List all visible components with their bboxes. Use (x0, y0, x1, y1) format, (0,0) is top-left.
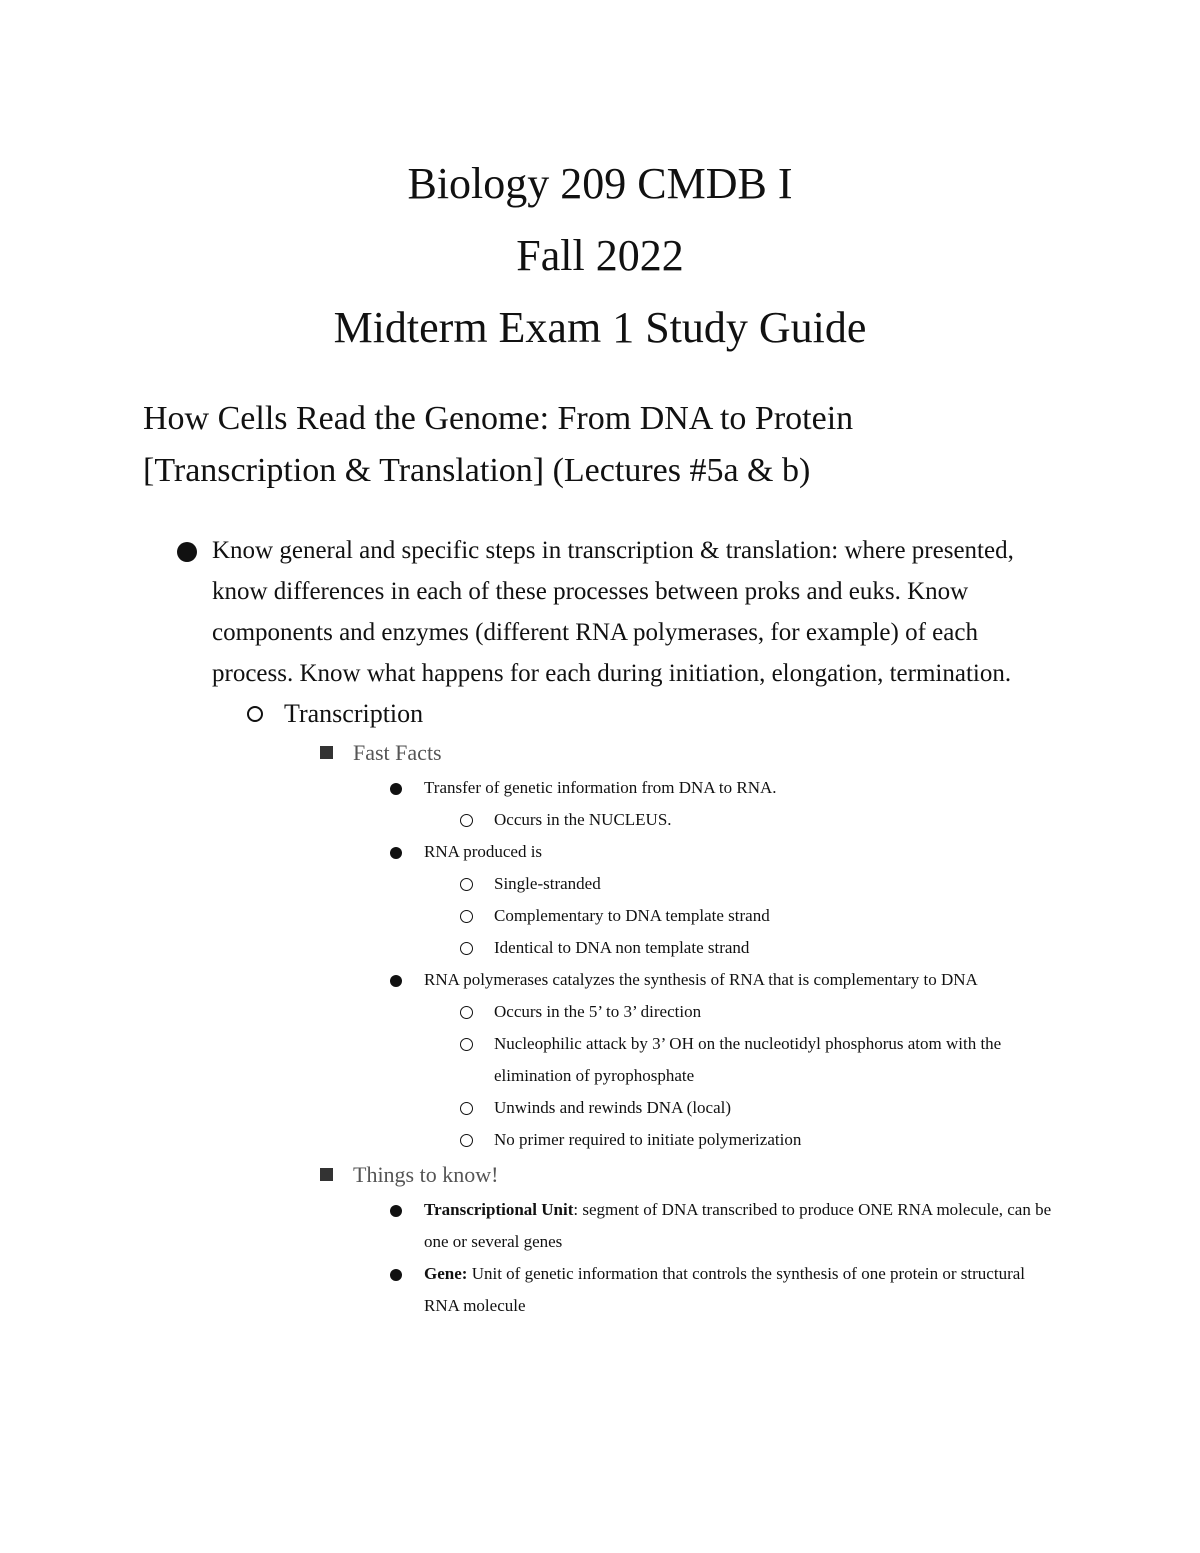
outline-list (0, 530, 1200, 1322)
things-to-know-label: Things to know! (353, 1162, 499, 1187)
fact-subtext: Unwinds and rewinds DNA (local) (494, 1098, 732, 1117)
fact-subtext: Occurs in the 5’ to 3’ direction (494, 1002, 702, 1021)
filled-bullet-icon (390, 847, 402, 859)
square-bullet-icon (320, 746, 333, 759)
list-item (0, 804, 1064, 836)
hollow-bullet-icon (460, 1102, 473, 1115)
list-item (0, 996, 1064, 1028)
list-item (0, 1092, 1064, 1124)
section-heading (143, 393, 1103, 497)
list-item (0, 964, 1064, 996)
document-title (0, 148, 1200, 364)
list-item (0, 836, 1064, 868)
list-item (0, 1028, 1064, 1092)
list-item-intro (0, 530, 1052, 694)
list-item (0, 1194, 1064, 1258)
title-line-guide: Midterm Exam 1 Study Guide (333, 303, 867, 352)
list-item (0, 868, 1064, 900)
list-item (0, 900, 1064, 932)
fact-text: RNA polymerases catalyzes the synthesis of RNA that is complementary to DNA (424, 970, 978, 989)
list-item-transcription (0, 694, 1084, 734)
hollow-bullet-icon (460, 910, 473, 923)
hollow-bullet-icon (460, 942, 473, 955)
section-heading-line2: [Transcription & Translation] (Lectures #5a & b) (143, 452, 811, 489)
term-definition: Unit of genetic information that controls the synthesis of one protein or structural RNA molecule (424, 1264, 1026, 1315)
hollow-bullet-icon (460, 878, 473, 891)
square-bullet-icon (320, 1168, 333, 1181)
list-item (0, 1124, 1064, 1156)
filled-bullet-icon (390, 975, 402, 987)
fact-subtext: Identical to DNA non template strand (494, 938, 750, 957)
title-line-term: Fall 2022 (516, 231, 684, 280)
fact-subtext: Nucleophilic attack by 3’ OH on the nucleotidyl phosphorus atom with the elimination of pyrophosphate (494, 1034, 1002, 1085)
filled-bullet-icon (390, 783, 402, 795)
term-label: Gene: (424, 1264, 468, 1283)
fact-subtext: No primer required to initiate polymerization (494, 1130, 802, 1149)
filled-bullet-icon (390, 1205, 402, 1217)
intro-text: Know general and specific steps in transcription & translation: where presented, know differences in each of these processes between proks and euks. Know components and enzymes (different RNA polymerases, for example) of each process. Know what happens for each during initiation, elongation, termination. (212, 537, 1014, 687)
hollow-bullet-icon (460, 1006, 473, 1019)
fact-text: Transfer of genetic information from DNA to RNA. (424, 778, 777, 797)
section-heading-line1: How Cells Read the Genome: From DNA to Protein (143, 400, 854, 437)
term-definition: : segment of DNA transcribed to produce ONE RNA molecule, can be one or several genes (424, 1200, 1052, 1251)
filled-bullet-icon (177, 542, 197, 562)
transcription-label: Transcription (284, 699, 424, 728)
hollow-bullet-icon (460, 814, 473, 827)
hollow-bullet-icon (460, 1038, 473, 1051)
filled-bullet-icon (390, 1269, 402, 1281)
fact-subtext: Occurs in the NUCLEUS. (494, 810, 672, 829)
title-line-course: Biology 209 CMDB I (407, 159, 793, 208)
fact-subtext: Complementary to DNA template strand (494, 906, 770, 925)
list-item (0, 932, 1064, 964)
fact-subtext: Single-stranded (494, 874, 601, 893)
list-item-fast-facts (0, 734, 1113, 772)
list-item (0, 1258, 1064, 1322)
term-label: Transcriptional Unit (424, 1200, 574, 1219)
fact-text: RNA produced is (424, 842, 543, 861)
hollow-bullet-icon (460, 1134, 473, 1147)
list-item (0, 772, 1064, 804)
hollow-bullet-icon (247, 706, 263, 722)
fast-facts-label: Fast Facts (353, 740, 442, 765)
list-item-things-to-know (0, 1156, 1113, 1194)
